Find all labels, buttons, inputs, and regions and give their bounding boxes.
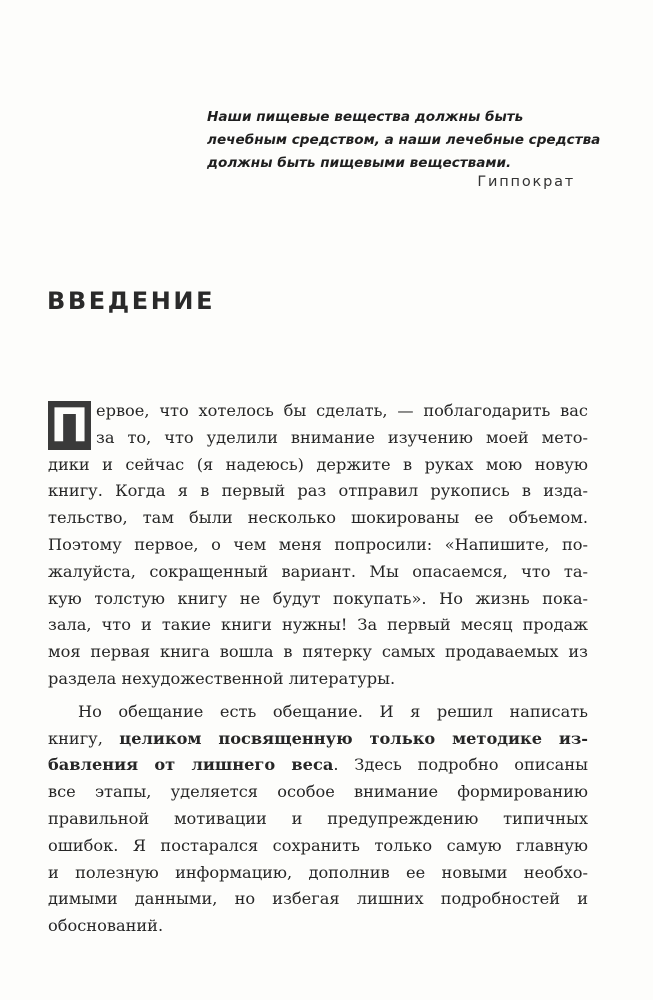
- text-line: кую толстую книгу не будут покупать». Но жизнь пока-: [48, 588, 588, 608]
- text-line: все этапы, уделяется особое внимание формированию: [48, 782, 588, 802]
- bold-text: целиком посвященную только методике из-: [119, 728, 588, 748]
- text-line: дики и сейчас (я надеюсь) держите в руках мою новую: [48, 454, 588, 474]
- text-line: обоснований.: [48, 916, 164, 936]
- bold-text: бавления от лишнего веса: [48, 755, 334, 775]
- text-line: жалуйста, сокращенный вариант. Мы опасаемся, что та-: [48, 561, 588, 581]
- text-line: димыми данными, но избегая лишних подробностей и: [48, 889, 588, 909]
- text-line: за то, что уделили внимание изучению моей мето-: [96, 427, 588, 447]
- text-line: тельство, там были несколько шокированы ее объемом.: [48, 508, 588, 528]
- text-line: книгу. Когда я в первый раз отправил рукопись в изда-: [48, 481, 588, 501]
- text-line: Поэтому первое, о чем меня попросили: «Напишите, по-: [48, 534, 588, 554]
- text-line: и полезную информацию, дополнив ее новыми необхо-: [48, 862, 588, 882]
- text-line: моя первая книга вошла в пятерку самых продаваемых из: [48, 642, 588, 662]
- epigraph-line: должны быть пищевыми веществами.: [207, 155, 512, 171]
- paragraph-1: [48, 398, 588, 693]
- drop-cap: П: [48, 401, 91, 450]
- text-line: ервое, что хотелось бы сделать, — поблагодарить вас: [96, 401, 588, 420]
- text-line: раздела нехудожественной литературы.: [48, 668, 396, 688]
- text-segment: . Здесь подробно описаны: [333, 755, 588, 775]
- epigraph-line: Наши пищевые вещества должны быть: [207, 109, 524, 125]
- text-segment: книгу,: [48, 728, 120, 748]
- text-line: зала, что и такие книги нужны! За первый месяц продаж: [48, 615, 588, 635]
- text-line: [48, 752, 588, 779]
- epigraph: [207, 106, 601, 175]
- epigraph-line: лечебным средством, а наши лечебные средства: [207, 132, 601, 148]
- text-line: Но обещание есть обещание. И я решил написать: [78, 701, 588, 721]
- chapter-title: ВВЕДЕНИЕ: [47, 287, 216, 315]
- body-text: [48, 398, 588, 940]
- text-line: [48, 726, 588, 753]
- text-line: правильной мотивации и предупреждению типичных: [48, 808, 588, 828]
- epigraph-author: Гиппократ: [477, 174, 575, 190]
- paragraph-2: [48, 699, 588, 940]
- text-line: ошибок. Я постарался сохранить только самую главную: [48, 835, 588, 855]
